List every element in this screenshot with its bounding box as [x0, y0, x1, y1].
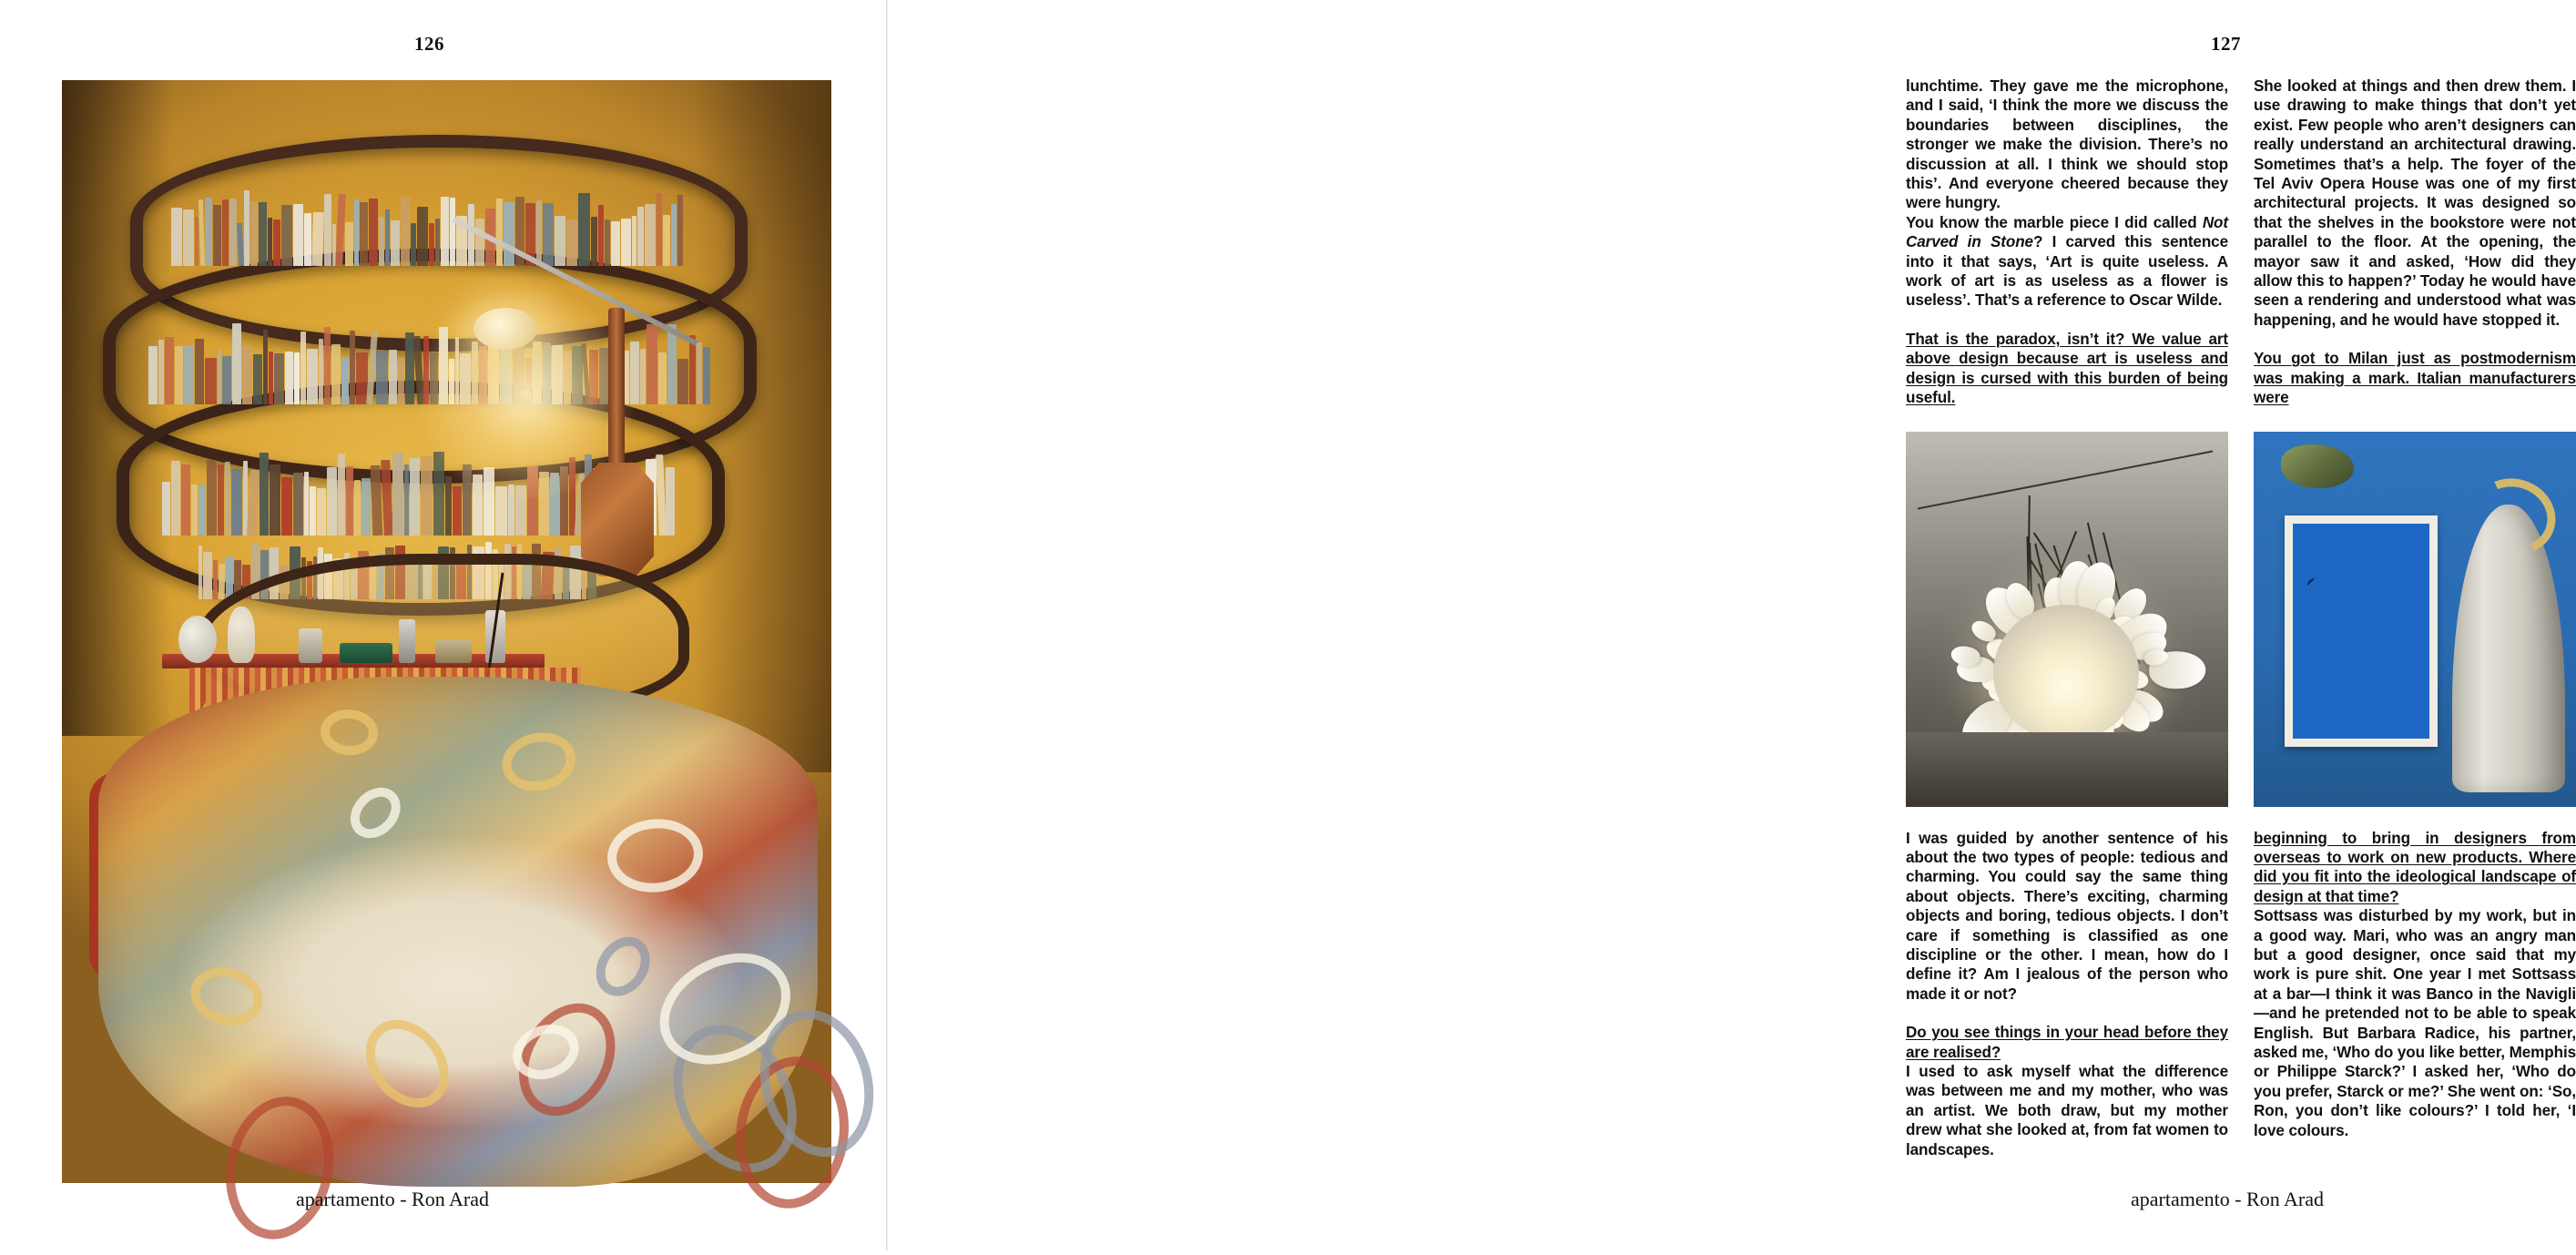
rug-swirl — [349, 1004, 465, 1124]
paragraph-c2-1: She looked at things and then drew them. I use drawing to make things that don’t yet exist. Few people who aren’t designers can really understand an architectural drawing. Sometimes that’s a help. The foyer of the Tel Aviv Opera House was one of my first architectural projects. It was designed so that the shelves in the bookstore were not parallel to the floor. At the opening, the mayor saw it and asked, ‘How did they allow this to happen?’ Today he would have seen a rendering and understood what was happening, and he would have stopped it. — [2254, 77, 2576, 329]
spread-gutter — [886, 0, 888, 1250]
photo-interior-bookshelf — [62, 80, 831, 1183]
tabletop-objects — [171, 572, 563, 663]
paddle-handle — [608, 308, 625, 481]
paragraph-c1-2 — [1906, 213, 2228, 311]
tabletop-object-6 — [435, 639, 472, 663]
paragraph-c2-2: Sottsass was disturbed by my work, but in a good way. Mari, who was an angry man but a good designer, once said that my work is pure shit. One year I met Sottsass at a bar—I think it was Banco in the Navigli—and he pretended not to be able to speak English. But Barbara Radice, his partner, asked me, ‘Who do you like better, Memphis or Philippe Starck?’ I asked her, ‘Who do you prefer, Starck or me?’ She went on: ‘So, Ron, you don’t like colours?’ I told her, ‘I love colours. — [2254, 907, 2576, 1139]
right-page — [886, 0, 2576, 1250]
patterned-rug — [98, 677, 818, 1187]
tabletop-object-4 — [340, 643, 392, 663]
column-one — [1906, 77, 2228, 1159]
poster-figure — [2307, 578, 2398, 715]
rug-swirl — [585, 927, 661, 1006]
photo-c-frame — [2254, 432, 2576, 807]
tabletop-object-3 — [299, 628, 322, 663]
question-c2-1-cont: beginning to bring in designers from overseas to work on new products. Where did you fit into the ideological landscape of design at that time? — [2254, 829, 2576, 905]
rug-swirl — [184, 959, 269, 1033]
photo-poster-and-lamp — [2254, 432, 2576, 807]
page-number-left: 126 — [414, 33, 444, 55]
tabletop-object-1 — [178, 616, 217, 663]
paddle-blade — [581, 463, 654, 576]
chandelier-bulb — [1993, 605, 2139, 741]
running-foot-left: apartamento - Ron Arad — [296, 1188, 489, 1210]
photo-spacer-top-2 — [2254, 408, 2576, 432]
para-pre: You know the marble piece I did called — [1906, 213, 2203, 231]
column-two — [2254, 77, 2576, 1140]
book-title-italic: Not Carved in Stone — [1906, 213, 2228, 251]
paragraph-spacer-3 — [2254, 330, 2576, 349]
table-surface — [1906, 732, 2228, 807]
para-post: ? I carved this sentence into it that says, ‘Art is quite useless. A work of art is as useless as a flower is useless’. That’s a reference to Oscar Wilde. — [1906, 233, 2228, 310]
text-columns — [1906, 77, 2576, 1158]
paragraph-c1-3: I was guided by another sentence of his about the two types of people: tedious and charming. You could say the same thing about objects. There’s exciting, charming objects and boring, tedious objects. I don’t care if something is classified as one discipline or the other. I mean, how do I define it? Am I jealous of the person who made it or not? — [1906, 829, 2228, 1003]
running-foot-right: apartamento - Ron Arad — [2131, 1188, 2324, 1210]
paragraph-c1-4: I used to ask myself what the difference was between me and my mother, who was an artist. We both draw, but my mother drew what she looked at, from fat women to landscapes. — [1906, 1062, 2228, 1158]
question-c2-1: You got to Milan just as postmodernism was making a mark. Italian manufacturers were — [2254, 350, 2576, 407]
rug-swirl — [319, 707, 379, 757]
rug-swirl — [213, 1087, 346, 1249]
paragraph-spacer-2 — [1906, 1004, 2228, 1023]
framed-poster — [2285, 515, 2438, 747]
photo-spacer-top — [1906, 408, 2228, 432]
books-row-top — [171, 182, 681, 266]
paragraph-spacer — [1906, 311, 2228, 330]
left-page — [0, 0, 886, 1250]
photo-chandelier — [1906, 432, 2228, 807]
rug-swirl — [341, 777, 411, 847]
question-c1-1: That is the paradox, isn’t it? We value art above design because art is useless and design is cursed with this burden of being useful. — [1906, 330, 2228, 407]
page-number-right: 127 — [2211, 33, 2241, 55]
tabletop-object-5 — [399, 619, 415, 663]
rug-swirl — [496, 727, 580, 798]
lamp-head — [473, 308, 537, 350]
photo-b-frame — [1906, 432, 2228, 807]
photo-spacer-bottom-2 — [2254, 807, 2576, 829]
tabletop-object-2 — [228, 607, 255, 663]
paragraph-c1-1: lunchtime. They gave me the microphone, and I said, ‘I think the more we discuss the boundaries between disciplines, the stronger we make the division. There’s no discussion at all. I think we should stop this’. And everyone cheered because they were hungry. — [1906, 77, 2228, 212]
photo-spacer-bottom — [1906, 807, 2228, 829]
question-c1-2: Do you see things in your head before they are realised? — [1906, 1024, 2228, 1061]
rug-swirl — [604, 814, 707, 896]
